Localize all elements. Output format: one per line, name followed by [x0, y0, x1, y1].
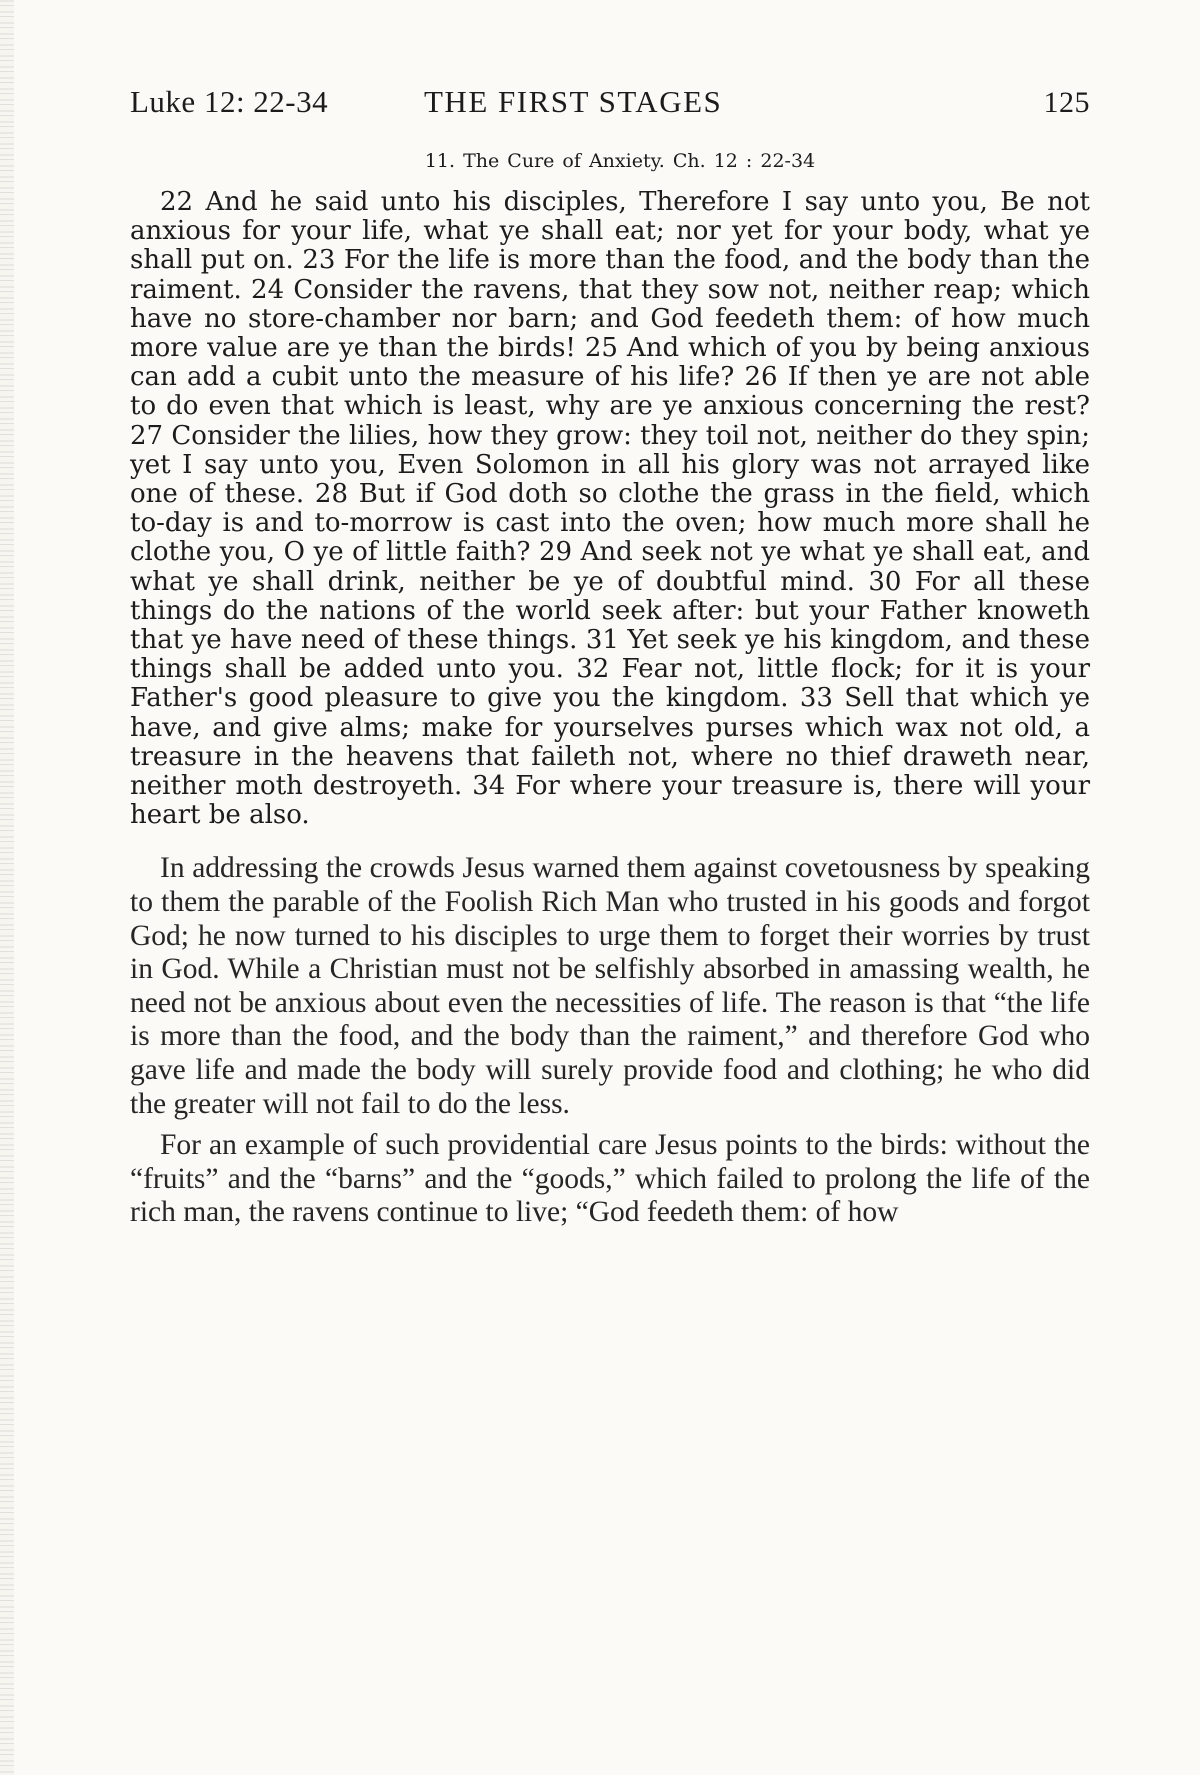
- commentary: [130, 852, 1090, 1230]
- passage-reference: Luke 12: 22-34: [130, 84, 329, 119]
- page-number: 125: [1043, 86, 1090, 119]
- scanned-page-edge: [0, 0, 14, 1775]
- scripture-passage: [130, 188, 1090, 830]
- section-title: 11. The Cure of Anxiety. Ch. 12 : 22-34: [424, 150, 816, 172]
- chapter-title: THE FIRST STAGES: [424, 84, 723, 119]
- commentary-paragraph: In addressing the crowds Jesus warned them against covetousness by speaking to them the parable of the Foolish Rich Man who trusted in his goods and forgot God; he now turned to his disciples to urge them to forget their worries by trust in God. While a Christian must not be selfishly absorbed in amassing wealth, he need not be anxious about even the necessities of life. The reason is that “the life is more than the food, and the body than the raiment,” and therefore God who gave life and made the body will surely provide food and clothing; he who did the greater will not fail to do the less.: [130, 852, 1090, 1120]
- running-header: [130, 80, 1090, 132]
- scripture-text: 22 And he said unto his disciples, Therefore I say unto you, Be not anxious for your life, what ye shall eat; nor yet for your body, what ye shall put on. 23 For the life is more than the food, and the body than the raiment. 24 Consider the ravens, that they sow not, neither reap; which have no store-chamber nor barn; and God feedeth them: of how much more value are ye than the birds! 25 And which of you by being anxious can add a cubit unto the measure of his life? 26 If then ye are not able to do even that which is least, why are ye anxious concerning the rest? 27 Consider the lilies, how they grow: they toil not, neither do they spin; yet I say unto you, Even Solomon in all his glory was not arrayed like one of these. 28 But if God doth so clothe the grass in the field, which to-day is and to-morrow is cast into the oven; how much more shall he clothe you, O ye of little faith? 29 And seek not ye what ye shall eat, and what ye shall drink, neither be ye of doubtful mind. 30 For all these things do the nations of the world seek after: but your Father knoweth that ye have need of these things. 31 Yet seek ye his kingdom, and these things shall be added unto you. 32 Fear not, little flock; for it is your Father's good pleasure to give you the kingdom. 33 Sell that which ye have, and give alms; make for yourselves purses which wax not old, a treasure in the heavens that faileth not, where no thief draweth near, neither moth destroyeth. 34 For where your treasure is, there will your heart be also.: [130, 187, 1090, 831]
- commentary-paragraph: For an example of such providential care Jesus points to the birds: without the “fruits” and the “barns” and the “goods,” which failed to prolong the life of the rich man, the ravens continue to live; “God feedeth them: of how: [130, 1129, 1090, 1229]
- book-page: [130, 80, 1090, 1720]
